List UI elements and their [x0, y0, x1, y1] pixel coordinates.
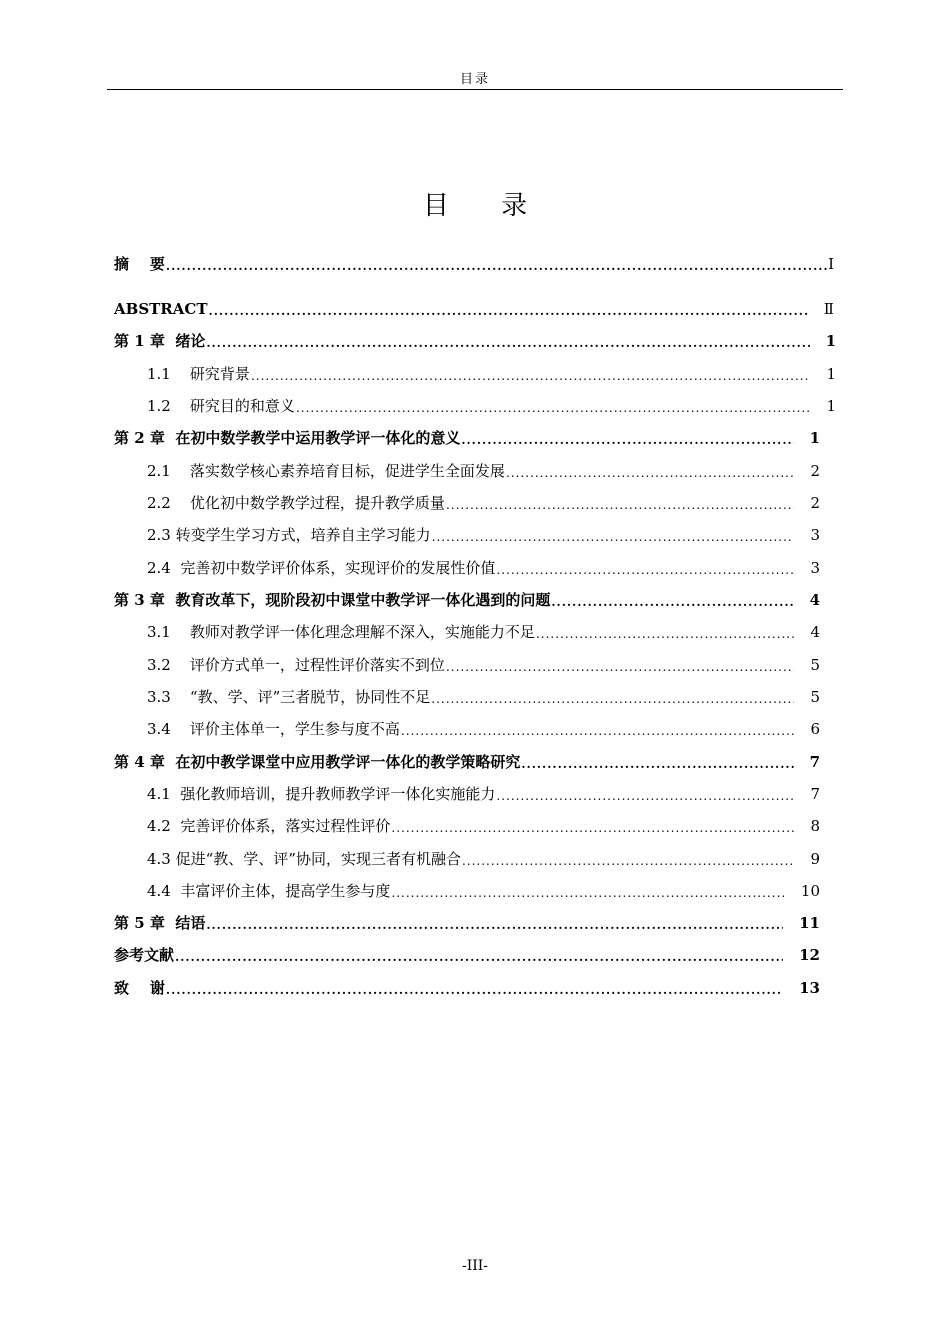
toc-entry-2-4[interactable]	[147, 557, 820, 579]
leader-dots	[462, 848, 794, 870]
leader-dots	[551, 589, 793, 611]
toc-entry-chapter-3[interactable]	[114, 589, 820, 611]
leader-dots	[296, 395, 811, 417]
leader-dots	[166, 977, 783, 999]
toc-entry-chapter-4[interactable]	[114, 751, 820, 773]
leader-dots	[206, 330, 809, 352]
leader-dots	[401, 718, 795, 740]
toc-entry-label: 4.3 促进“教、学、评”协同，实现三者有机融合	[147, 850, 461, 868]
leader-dots	[446, 492, 795, 514]
leader-dots	[521, 751, 793, 773]
toc-entry-references[interactable]	[114, 944, 820, 966]
toc-entry-label: 2.4 完善初中数学评价体系，实现评价的发展性价值	[147, 559, 496, 577]
toc-entry-label: 4.2 完善评价体系，落实过程性评价	[147, 817, 391, 835]
toc-entry-page: 4	[809, 591, 820, 609]
toc-entry-page: 3	[810, 526, 820, 544]
toc-entry-4-3[interactable]	[147, 848, 820, 870]
header-rule	[107, 89, 843, 90]
toc-entry-label: 3.4 评价主体单一，学生参与度不高	[147, 720, 400, 738]
leader-dots	[391, 880, 785, 902]
leader-dots	[391, 815, 794, 837]
toc-entry-page: Ⅱ	[823, 300, 834, 318]
toc-entry-label: ABSTRACT	[114, 300, 208, 318]
leader-dots	[209, 298, 810, 320]
toc-entry-label: 3.1 教师对教学评一体化理念理解不深入，实施能力不足	[147, 623, 535, 641]
toc-entry-page: 11	[799, 914, 820, 932]
toc-entry-page: 5	[810, 688, 820, 706]
toc-entry-label: 4.4 丰富评价主体，提高学生参与度	[147, 882, 391, 900]
toc-entry-page: 1	[825, 332, 836, 350]
toc-entry-label: 2.3 转变学生学习方式，培养自主学习能力	[147, 526, 431, 544]
toc-entry-label: 3.2 评价方式单一，过程性评价落实不到位	[147, 656, 445, 674]
leader-dots	[431, 686, 794, 708]
toc-entry-label: 摘 要	[114, 255, 165, 273]
toc-entry-page: 3	[810, 559, 820, 577]
toc-entry-page: 5	[810, 656, 820, 674]
leader-dots	[432, 524, 795, 546]
toc-entry-label: 2.2 优化初中数学教学过程，提升教学质量	[147, 494, 445, 512]
toc-entry-chapter-2[interactable]	[114, 427, 820, 449]
toc-entry-label: 第 3 章 教育改革下，现阶段初中课堂中教学评一体化遇到的问题	[114, 591, 551, 609]
toc-entry-page: 8	[810, 817, 820, 835]
toc-entry-label: 3.3 “教、学、评”三者脱节，协同性不足	[147, 688, 431, 706]
toc-entry-label: 4.1 强化教师培训，提升教师教学评一体化实施能力	[147, 785, 496, 803]
leader-dots	[166, 253, 828, 275]
toc-entry-page: 10	[800, 882, 820, 900]
page-number: -III-	[461, 1258, 489, 1274]
leader-dots	[461, 427, 793, 449]
leader-dots	[496, 783, 794, 805]
toc-entry-label: 第 2 章 在初中数学教学中运用教学评一体化的意义	[114, 429, 461, 447]
toc-entry-4-2[interactable]	[147, 815, 820, 837]
toc-entry-abstract-en[interactable]	[114, 298, 834, 320]
toc-entry-page: 2	[810, 462, 820, 480]
leader-dots	[251, 363, 811, 385]
toc-entry-3-3[interactable]	[147, 686, 820, 708]
leader-dots	[446, 654, 795, 676]
leader-dots	[496, 557, 794, 579]
toc-entry-chapter-5[interactable]	[114, 912, 820, 934]
toc-entry-abstract-cn[interactable]	[114, 253, 834, 275]
leader-dots	[506, 460, 795, 482]
toc-entry-chapter-1[interactable]	[114, 330, 836, 352]
toc-entry-page: 1	[826, 397, 836, 415]
toc-entry-label: 第 5 章 结语	[114, 914, 206, 932]
toc-entry-page: 9	[810, 850, 820, 868]
leader-dots	[206, 912, 783, 934]
toc-entry-label: 1.2 研究目的和意义	[147, 397, 295, 415]
toc-entry-3-4[interactable]	[147, 718, 820, 740]
toc-entry-acknowledgements[interactable]	[114, 977, 820, 999]
toc-entry-page: 12	[799, 946, 820, 964]
toc-entry-1-1[interactable]	[147, 363, 836, 385]
toc-entry-page: 1	[809, 429, 820, 447]
toc-entry-label: 第 4 章 在初中教学课堂中应用教学评一体化的教学策略研究	[114, 753, 521, 771]
toc-entry-page: 13	[799, 979, 820, 997]
toc-entry-page: 1	[826, 365, 836, 383]
toc-entry-page: 7	[810, 785, 820, 803]
toc-title: 目 录	[422, 191, 550, 221]
toc-entry-4-4[interactable]	[147, 880, 820, 902]
toc-entry-page: Ⅰ	[828, 255, 834, 273]
toc-entry-page: 2	[810, 494, 820, 512]
toc-entry-2-2[interactable]	[147, 492, 820, 514]
toc-entry-4-1[interactable]	[147, 783, 820, 805]
toc-entry-page: 7	[809, 753, 820, 771]
toc-entry-page: 6	[810, 720, 820, 738]
toc-entry-label: 参考文献	[114, 946, 175, 964]
toc-entry-page: 4	[810, 623, 820, 641]
leader-dots	[175, 944, 783, 966]
running-header: 目录	[459, 72, 490, 87]
leader-dots	[536, 621, 795, 643]
toc-entry-1-2[interactable]	[147, 395, 836, 417]
toc-entry-label: 2.1 落实数学核心素养培育目标，促进学生全面发展	[147, 462, 505, 480]
toc-entry-2-1[interactable]	[147, 460, 820, 482]
toc-entry-2-3[interactable]	[147, 524, 820, 546]
toc-entry-3-2[interactable]	[147, 654, 820, 676]
toc-entry-label: 第 1 章 绪论	[114, 332, 206, 350]
toc-entry-3-1[interactable]	[147, 621, 820, 643]
toc-entry-label: 致 谢	[114, 979, 165, 997]
toc-entry-label: 1.1 研究背景	[147, 365, 250, 383]
